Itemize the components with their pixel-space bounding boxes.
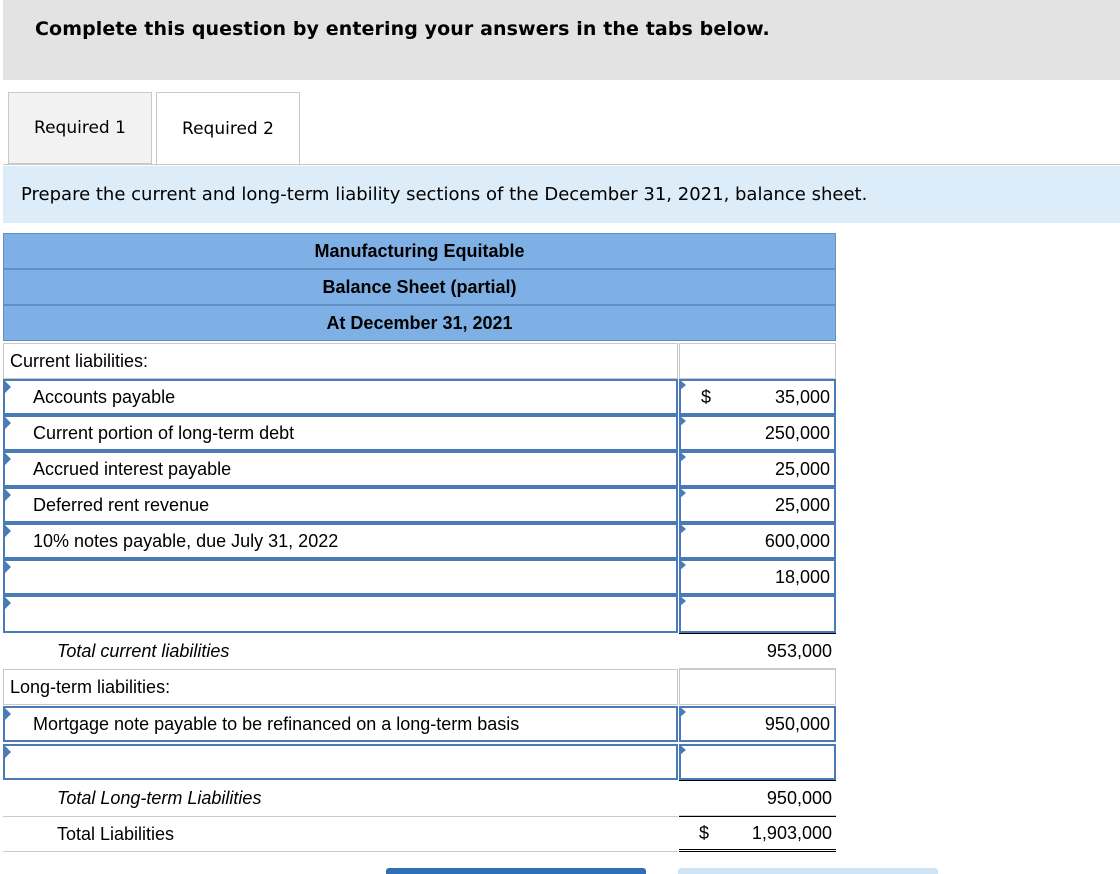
amount-value: 600,000 [764,530,830,551]
longterm-liabilities-heading: Long-term liabilities: [3,669,678,705]
amount-input[interactable] [679,415,836,451]
amount-input[interactable] [679,595,836,633]
total-longterm-amount: 950,000 [679,780,836,816]
account-dropdown[interactable] [3,523,678,559]
table-row [3,379,836,415]
instructions-text: Prepare the current and long-term liability sections of the December 31, 2021, balance sheet. [21,184,868,205]
table-row [3,744,836,780]
amount-value: 25,000 [774,494,830,515]
prev-button[interactable] [386,868,646,874]
amount-input[interactable] [679,744,836,780]
total-longterm-label: Total Long-term Liabilities [57,787,262,808]
currency-symbol: $ [701,386,712,407]
heading-amount-cell [679,669,836,705]
table-row [3,487,836,523]
account-label: Current portion of long-term debt [33,422,295,443]
total-liabilities-amount-cell [679,816,836,852]
current-liabilities-heading-row [3,343,836,379]
amount-input[interactable] [679,559,836,595]
account-dropdown[interactable] [3,487,678,523]
account-dropdown[interactable] [3,744,678,780]
current-liabilities-heading: Current liabilities: [3,343,678,379]
total-liabilities-row [3,816,836,852]
amount-input[interactable] [679,487,836,523]
account-dropdown[interactable] [3,451,678,487]
amount-input[interactable] [679,379,836,415]
amount-input[interactable] [679,451,836,487]
account-dropdown[interactable] [3,415,678,451]
total-liabilities-amount: 1,903,000 [751,822,832,843]
amount-value: 25,000 [774,458,830,479]
table-row [3,706,836,742]
table-row [3,451,836,487]
statement-title: Balance Sheet (partial) [3,269,836,305]
heading-amount-cell [679,343,836,379]
account-label: Accrued interest payable [33,458,232,479]
account-dropdown[interactable] [3,595,678,633]
instructions-panel [3,166,1120,223]
account-dropdown[interactable] [3,706,678,742]
total-liabilities-label: Total Liabilities [3,816,678,852]
instruction-banner [3,0,1120,80]
table-row [3,523,836,559]
account-dropdown[interactable] [3,379,678,415]
account-dropdown[interactable] [3,559,678,595]
table-row [3,415,836,451]
company-name: Manufacturing Equitable [3,233,836,269]
total-current-label: Total current liabilities [57,640,230,661]
total-current-amount: 953,000 [679,633,836,669]
amount-value: 250,000 [764,422,830,443]
account-label: Deferred rent revenue [33,494,210,515]
statement-date: At December 31, 2021 [3,305,836,341]
amount-value: 35,000 [774,386,830,407]
longterm-heading-row [3,669,836,705]
account-label: Accounts payable [33,386,176,407]
account-label: Mortgage note payable to be refinanced on a long-term basis [33,713,520,734]
next-button[interactable] [678,868,938,874]
amount-input[interactable] [679,523,836,559]
total-current-row [3,633,836,669]
table-row [3,595,836,633]
currency-symbol: $ [699,822,710,843]
tabs-divider [3,164,1120,165]
table-row [3,559,836,595]
amount-value: 950,000 [764,713,830,734]
account-label: 10% notes payable, due July 31, 2022 [33,530,339,551]
tab-required-2[interactable]: Required 2 [156,92,300,166]
total-longterm-row [3,780,836,816]
amount-input[interactable] [679,706,836,742]
tab-required-1[interactable]: Required 1 [8,92,152,164]
banner-text: Complete this question by entering your answers in the tabs below. [35,18,770,40]
amount-value: 18,000 [774,566,830,587]
